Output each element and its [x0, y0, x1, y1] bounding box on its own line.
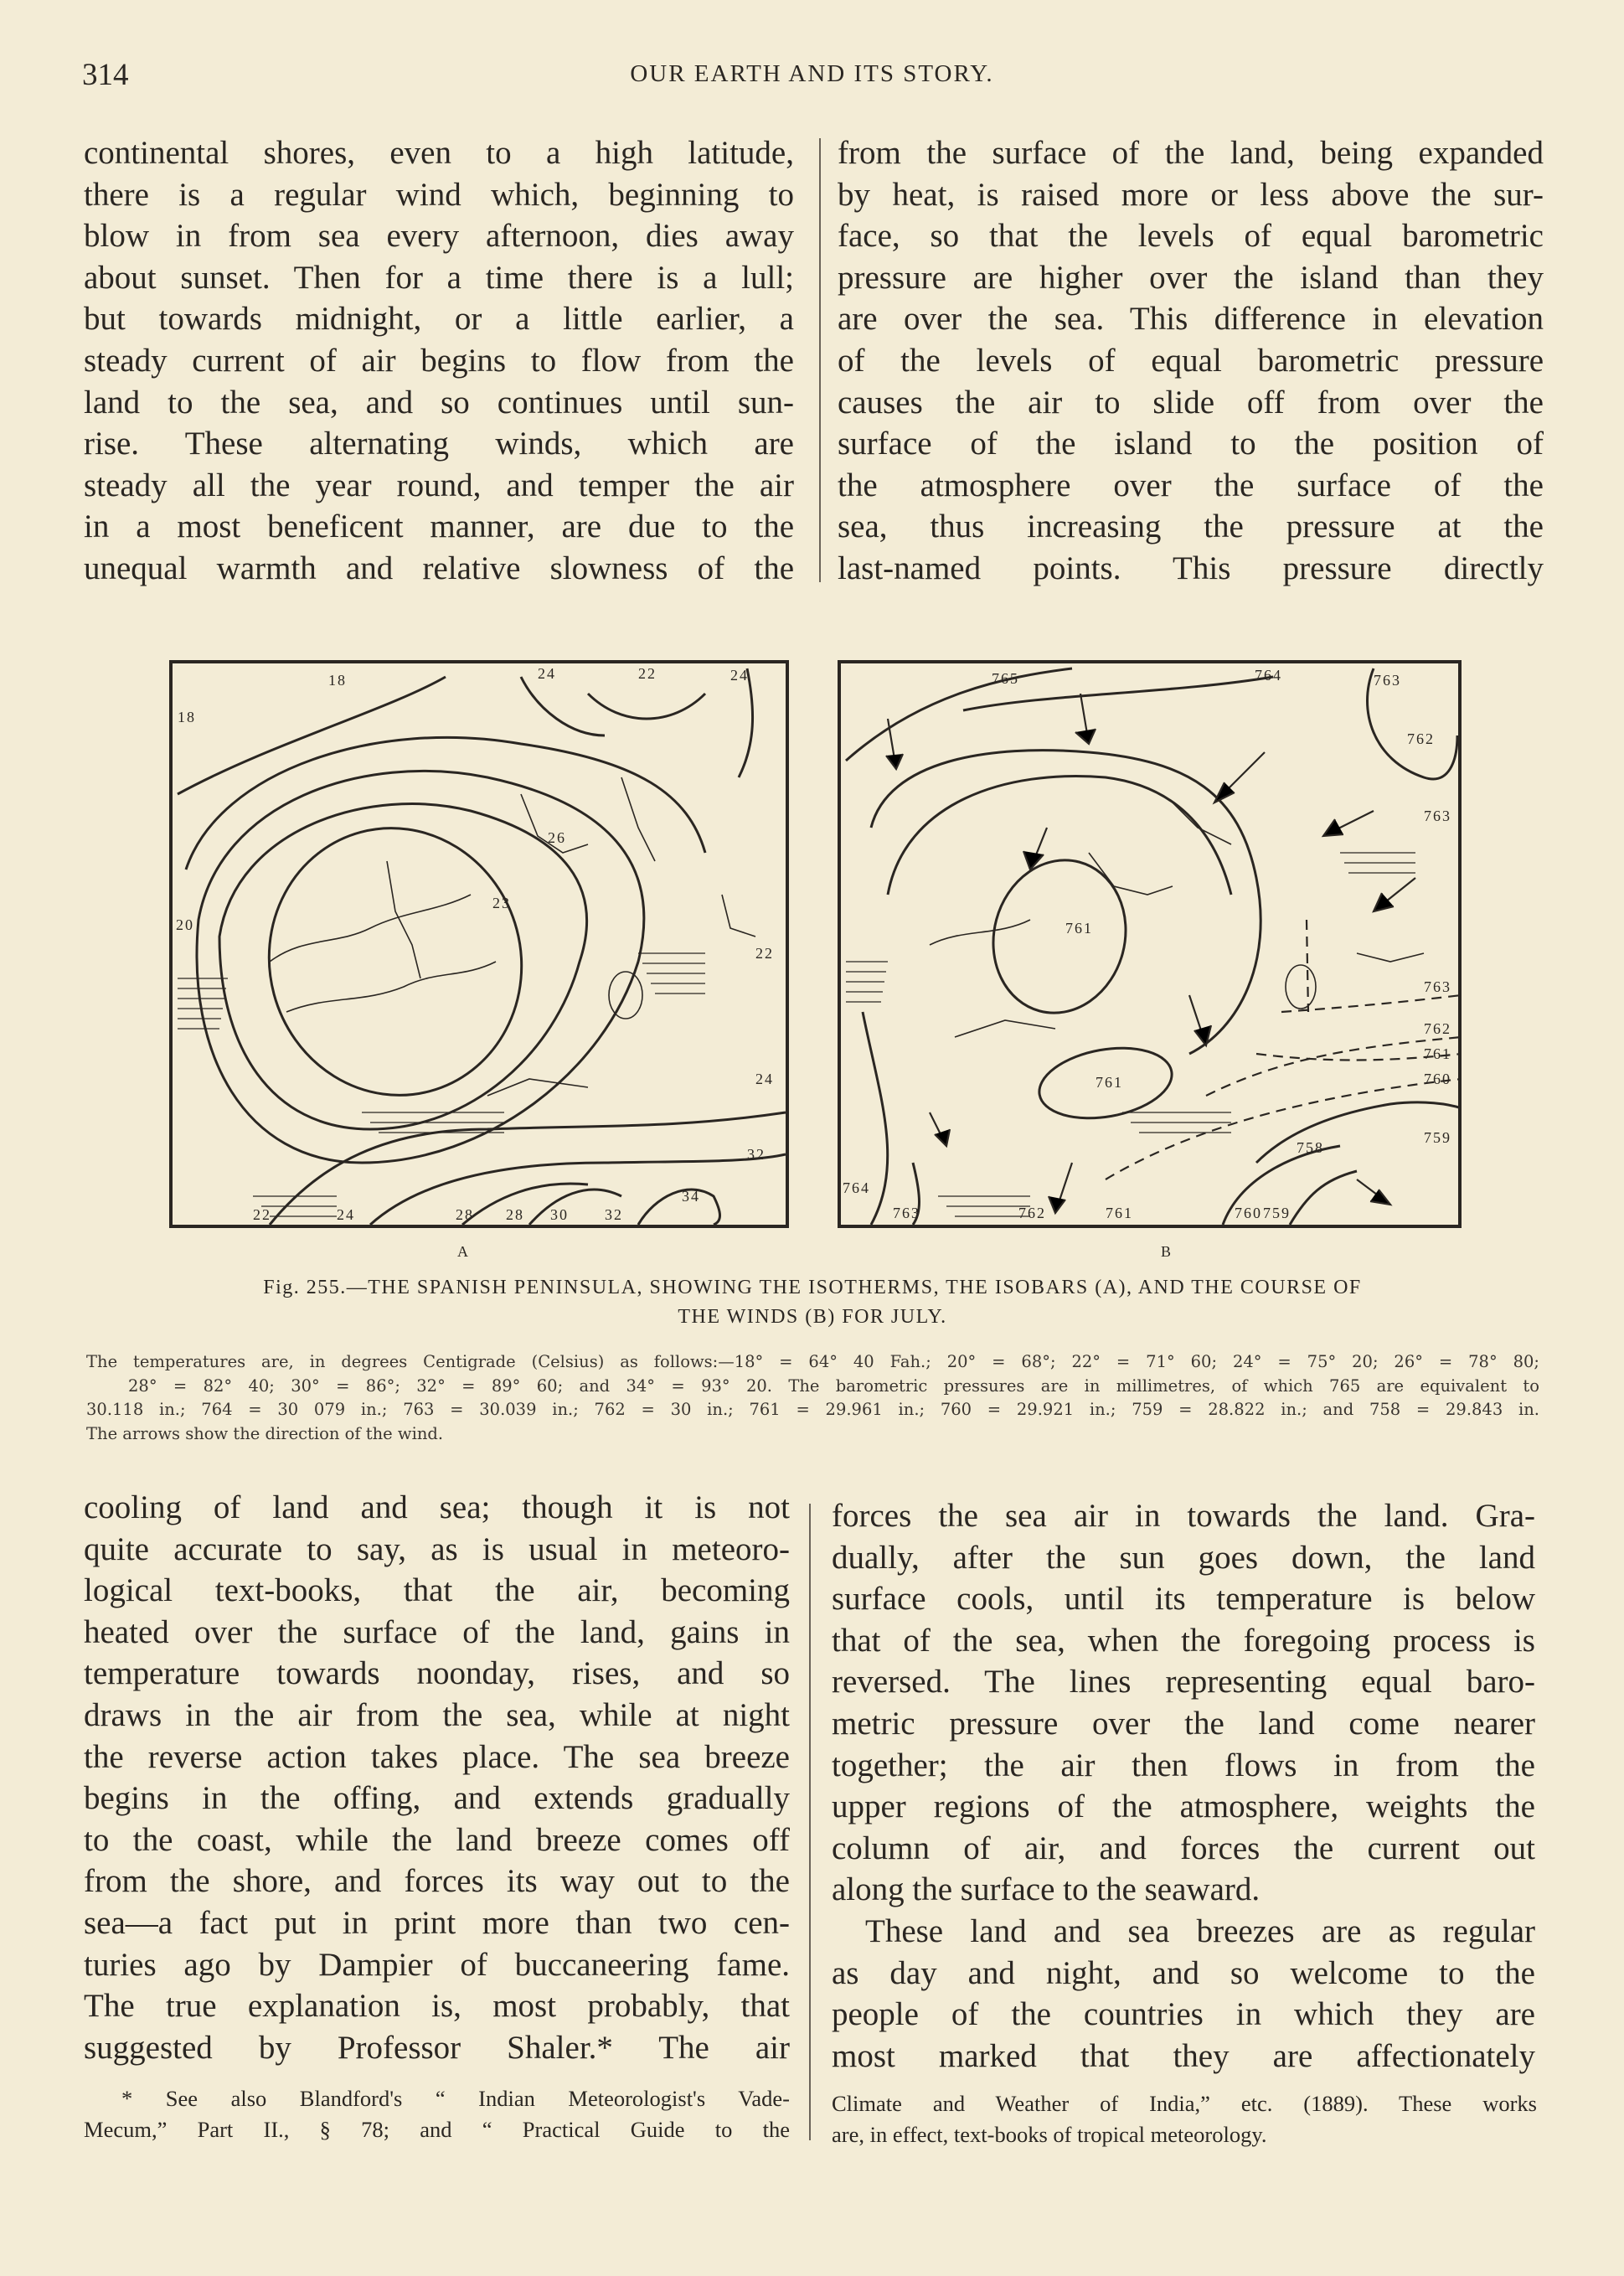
text-line: there is a regular wind which, beginning to	[84, 176, 794, 213]
map-label: 24	[755, 1071, 774, 1087]
map-label: 763	[893, 1205, 920, 1221]
top-left-column	[84, 132, 794, 590]
map-label: 761	[1106, 1205, 1133, 1221]
text-line: sea—a fact put in print more than two cen-	[84, 1904, 790, 1941]
text-line: sea, thus increasing the pressure at the	[838, 508, 1544, 545]
text-line: from the surface of the land, being expanded	[838, 135, 1544, 171]
map-label: 758	[1297, 1139, 1324, 1156]
text-line: steady current of air begins to flow from the	[84, 342, 794, 379]
text-line: reversed. The lines representing equal baro-	[832, 1664, 1535, 1701]
text-line: upper regions of the atmosphere, weights the	[832, 1788, 1535, 1825]
text-line: steady all the year round, and temper the air	[84, 467, 794, 503]
text-line: in a most beneficent manner, are due to the	[84, 508, 794, 545]
map-label: 762	[1407, 730, 1435, 747]
text-line: from the shore, and forces its way out to the	[84, 1863, 790, 1900]
map-label: 765	[992, 670, 1019, 687]
text-line: face, so that the levels of equal barometric	[838, 218, 1544, 255]
map-label: 28	[506, 1206, 524, 1223]
map-label: 30	[550, 1206, 569, 1223]
caption-line: THE WINDS (B) FOR JULY.	[678, 1306, 947, 1328]
map-b-isobars	[838, 660, 1462, 1228]
text-line: land to the sea, and so continues until sun-	[84, 384, 794, 421]
running-title: OUR EARTH AND ITS STORY.	[630, 60, 994, 87]
text-line: metric pressure over the land come nearer	[832, 1705, 1535, 1742]
text-line: quite accurate to say, as is usual in meteoro-	[84, 1530, 790, 1567]
map-label: 26	[548, 829, 566, 846]
text-line: forces the sea air in towards the land. Gra-	[832, 1498, 1535, 1534]
map-label: 18	[178, 709, 196, 725]
text-line: suggested by Professor Shaler.* The air	[84, 2029, 790, 2066]
text-line: most marked that they are affectionately	[832, 2037, 1535, 2074]
map-label: 764	[1255, 667, 1282, 684]
map-label: 24	[730, 667, 749, 684]
figure-caption-note	[86, 1350, 1539, 1446]
footnote-left	[84, 2083, 790, 2145]
map-label: 761	[1096, 1074, 1123, 1091]
text-line: blow in from sea every afternoon, dies away	[84, 218, 794, 255]
text-line: pressure are higher over the island than they	[838, 259, 1544, 296]
text-line: by heat, is raised more or less above the sur-	[838, 176, 1544, 213]
map-label: 23	[492, 895, 511, 911]
bottom-left-column	[84, 1487, 790, 2068]
text-line: turies ago by Dampier of buccaneering fame.	[84, 1946, 790, 1983]
footnote-line: Climate and Weather of India,” etc. (1889). These works	[832, 2091, 1537, 2116]
text-line: to the coast, while the land breeze comes off	[84, 1821, 790, 1858]
page-number: 314	[82, 58, 129, 92]
map-label: 762	[1018, 1205, 1046, 1221]
isobar-map-drawing	[838, 660, 1462, 1228]
map-label: 20	[176, 916, 194, 933]
map-label: 760	[1235, 1205, 1262, 1221]
text-line: of the levels of equal barometric pressure	[838, 342, 1544, 379]
text-line: continental shores, even to a high latitude,	[84, 135, 794, 171]
footnote-line: Mecum,” Part II., § 78; and “ Practical Guide to the	[84, 2117, 790, 2142]
map-label: 34	[682, 1188, 700, 1205]
map-label: 760	[1424, 1071, 1451, 1087]
text-line: draws in the air from the sea, while at night	[84, 1696, 790, 1733]
text-line: the atmosphere over the surface of the	[838, 467, 1544, 503]
text-line: These land and sea breezes are as regular	[865, 1912, 1535, 1949]
map-label: 18	[328, 672, 347, 689]
map-b-letter: B	[1161, 1243, 1173, 1260]
map-label: 763	[1424, 978, 1451, 995]
footnote-right	[832, 2088, 1537, 2150]
caption-line: Fig. 255.—THE SPANISH PENINSULA, SHOWING THE ISOTHERMS, THE ISOBARS (A), AND THE COURSE OF	[263, 1277, 1362, 1298]
text-line: about sunset. Then for a time there is a lull;	[84, 259, 794, 296]
text-line: are over the sea. This difference in elevation	[838, 301, 1544, 338]
map-label: 762	[1424, 1020, 1451, 1037]
text-line: dually, after the sun goes down, the land	[832, 1539, 1535, 1576]
caption-note-line: 28° = 82° 40; 30° = 86°; 32° = 89° 60; and 34° = 93° 20. The barometric pressures are in millimetres, of which 765 are equivalent to	[128, 1375, 1539, 1396]
map-label: 763	[1374, 672, 1401, 689]
map-label: 764	[843, 1179, 870, 1196]
text-line: last-named points. This pressure directly	[838, 550, 1544, 586]
map-a-letter: A	[457, 1243, 470, 1260]
caption-note-line: The arrows show the direction of the wind.	[86, 1423, 444, 1443]
text-line: people of the countries in which they are	[832, 1996, 1535, 2033]
text-line: surface of the island to the position of	[838, 426, 1544, 462]
figure-caption	[84, 1273, 1541, 1332]
map-label: 32	[605, 1206, 623, 1223]
text-line: along the surface to the seaward.	[832, 1871, 1261, 1908]
map-label: 761	[1065, 920, 1093, 937]
text-line: cooling of land and sea; though it is not	[84, 1489, 790, 1525]
bottom-right-column	[832, 1495, 1535, 2077]
text-line: logical text-books, that the air, becoming	[84, 1572, 790, 1609]
text-line: rise. These alternating winds, which are	[84, 426, 794, 462]
map-label: 22	[755, 945, 774, 962]
column-rule	[809, 1504, 811, 2140]
map-label: 32	[747, 1146, 766, 1163]
text-line: column of air, and forces the current out	[832, 1830, 1535, 1866]
column-rule	[819, 138, 821, 582]
caption-note-line: 30.118 in.; 764 = 30 079 in.; 763 = 30.039 in.; 762 = 30 in.; 761 = 29.961 in.; 760 = 29.921 in.; 759 = 28.822 in.; and 758 = 29.843 in.	[86, 1400, 1539, 1419]
map-label: 28	[456, 1206, 474, 1223]
text-line: unequal warmth and relative slowness of the	[84, 550, 794, 586]
text-line: The true explanation is, most probably, that	[84, 1988, 790, 2025]
text-line: as day and night, and so welcome to the	[832, 1954, 1535, 1991]
map-label: 759	[1263, 1205, 1291, 1221]
text-line: that of the sea, when the foregoing process is	[832, 1622, 1535, 1659]
map-label: 24	[337, 1206, 355, 1223]
text-line: heated over the surface of the land, gains in	[84, 1613, 790, 1650]
map-label: 763	[1424, 808, 1451, 824]
text-line: the reverse action takes place. The sea breeze	[84, 1738, 790, 1775]
text-line: but towards midnight, or a little earlier, a	[84, 301, 794, 338]
map-label: 759	[1424, 1129, 1451, 1146]
footnote-line: are, in effect, text-books of tropical meteorology.	[832, 2122, 1267, 2147]
text-line: surface cools, until its temperature is below	[832, 1581, 1535, 1618]
map-label: 24	[538, 665, 556, 682]
map-label: 22	[253, 1206, 271, 1223]
map-a-isotherms	[169, 660, 789, 1228]
map-label: 761	[1424, 1045, 1451, 1062]
map-label: 22	[638, 665, 657, 682]
text-line: causes the air to slide off from over the	[838, 384, 1544, 421]
text-line: temperature towards noonday, rises, and so	[84, 1655, 790, 1692]
text-line: together; the air then flows in from the	[832, 1747, 1535, 1783]
text-line: begins in the offing, and extends gradually	[84, 1780, 790, 1817]
top-right-column	[838, 132, 1544, 590]
isotherm-map-drawing	[169, 660, 789, 1228]
footnote-line: * See also Blandford's “ Indian Meteorologist's Vade-	[121, 2086, 790, 2111]
caption-note-line: The temperatures are, in degrees Centigrade (Celsius) as follows:—18° = 64° 40 Fah.; 20° = 68°; 22° = 71° 60; 24° = 75° 20; 26° = 78° 80;	[86, 1352, 1539, 1371]
